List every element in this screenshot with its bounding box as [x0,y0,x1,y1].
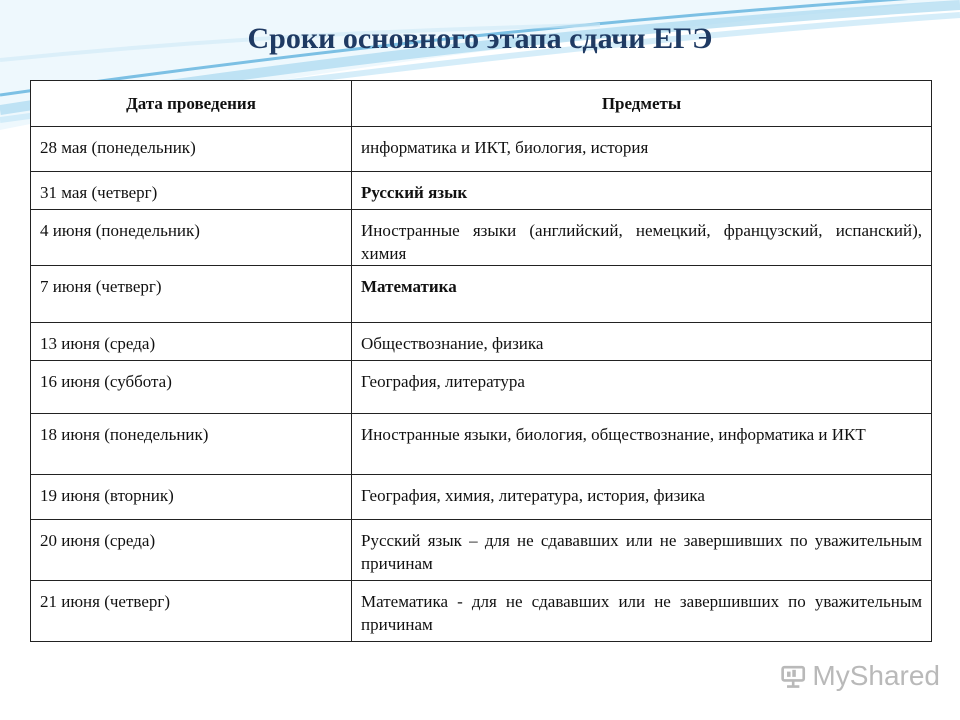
table-row [31,172,932,210]
date-text: 20 июня (среда) [40,531,156,550]
table-row [31,210,932,266]
subjects-cell [352,520,932,581]
table-row [31,581,932,642]
subjects-cell [352,266,932,323]
date-cell [31,323,352,361]
column-header-subjects: Предметы [352,81,932,127]
subjects-cell [352,581,932,642]
date-text: 7 июня (четверг) [40,277,162,296]
date-cell [31,361,352,414]
table-header-row [31,81,932,127]
subjects-text: География, химия, литература, история, физика [361,486,705,505]
subjects-text: Обществознание, физика [361,334,544,353]
date-cell [31,210,352,266]
table-row [31,520,932,581]
table-row [31,475,932,520]
subjects-cell [352,475,932,520]
presentation-board-icon [780,661,806,691]
date-text: 19 июня (вторник) [40,486,174,505]
date-cell [31,414,352,475]
date-cell [31,475,352,520]
date-text: 16 июня (суббота) [40,372,172,391]
table-row [31,323,932,361]
subjects-text: информатика и ИКТ, биология, история [361,138,649,157]
date-text: 13 июня (среда) [40,334,156,353]
subjects-text: Математика - для не сдававших или не завершивших по уважительным причинам [361,592,922,634]
table-row [31,414,932,475]
subjects-cell [352,127,932,172]
date-cell [31,520,352,581]
date-text: 31 мая (четверг) [40,183,158,202]
subjects-cell [352,172,932,210]
subjects-text: Русский язык [361,183,468,202]
date-cell [31,266,352,323]
subjects-cell [352,414,932,475]
subjects-text: Математика [361,277,457,296]
date-text: 28 мая (понедельник) [40,138,196,157]
page-title: Сроки основного этапа сдачи ЕГЭ [247,22,713,55]
date-text: 18 июня (понедельник) [40,425,209,444]
date-cell [31,172,352,210]
exam-schedule-table [30,80,932,642]
watermark [780,658,940,694]
table-row [31,361,932,414]
date-cell [31,127,352,172]
date-text: 4 июня (понедельник) [40,221,200,240]
subjects-cell [352,210,932,266]
subjects-text: География, литература [361,372,525,391]
table-row [31,266,932,323]
subjects-text: Иностранные языки, биология, обществознание, информатика и ИКТ [361,425,866,444]
subjects-text: Русский язык – для не сдававших или не завершивших по уважительным причинам [361,531,922,573]
table-row [31,127,932,172]
subjects-cell [352,323,932,361]
subjects-cell [352,361,932,414]
date-text: 21 июня (четверг) [40,592,171,611]
date-cell [31,581,352,642]
column-header-date: Дата проведения [31,81,352,127]
watermark-text: MyShared [812,660,940,691]
subjects-text: Иностранные языки (английский, немецкий, французский, испанский), химия [361,221,922,263]
